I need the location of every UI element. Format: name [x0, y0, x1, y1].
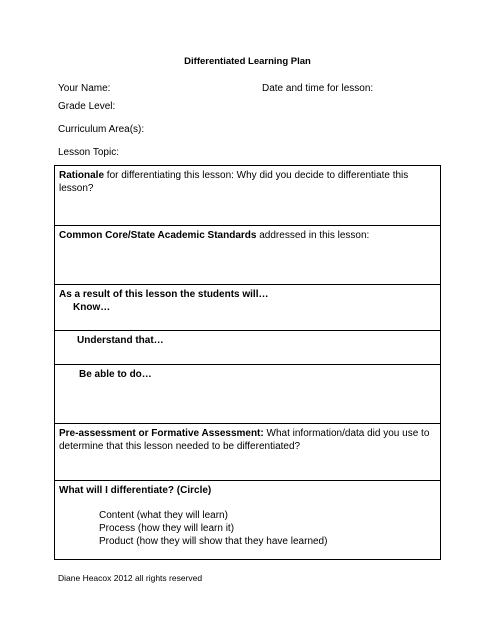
- page-title: Differentiated Learning Plan: [184, 56, 311, 67]
- able-row[interactable]: [55, 365, 440, 424]
- differentiate-row[interactable]: [55, 481, 440, 559]
- your-name-label: Your Name:: [58, 83, 111, 94]
- option-content[interactable]: Content (what they will learn): [99, 510, 228, 521]
- standards-heading: Common Core/State Academic Standards: [59, 230, 257, 241]
- curriculum-label: Curriculum Area(s):: [58, 124, 145, 135]
- plan-table: [54, 165, 441, 560]
- rationale-row[interactable]: [55, 166, 440, 226]
- standards-row[interactable]: [55, 226, 440, 285]
- option-product[interactable]: Product (how they will show that they have learned): [99, 536, 328, 547]
- option-process[interactable]: Process (how they will learn it): [99, 523, 235, 534]
- understand-label: Understand that…: [77, 335, 164, 346]
- differentiate-options: [59, 509, 436, 548]
- copyright-footer: Diane Heacox 2012 all rights reserved: [58, 573, 203, 583]
- grade-level-label: Grade Level:: [58, 101, 116, 112]
- preassessment-heading: Pre-assessment or Formative Assessment:: [59, 428, 264, 439]
- preassessment-row[interactable]: [55, 424, 440, 481]
- result-heading: As a result of this lesson the students will…: [59, 289, 269, 300]
- rationale-heading: Rationale: [59, 170, 105, 181]
- rationale-text: for differentiating this lesson: Why did you decide to differentiate this lesson?: [59, 170, 409, 194]
- know-row[interactable]: [55, 285, 440, 331]
- know-label: Know…: [73, 302, 111, 313]
- date-time-label: Date and time for lesson:: [262, 83, 374, 94]
- standards-text: addressed in this lesson:: [256, 230, 370, 241]
- preassessment-text: What information/data did you use to determine that this lesson needed to be differentiated?: [59, 428, 430, 452]
- able-label: Be able to do…: [79, 369, 152, 380]
- differentiate-heading: What will I differentiate? (Circle): [59, 485, 212, 496]
- understand-row[interactable]: [55, 331, 440, 365]
- lesson-topic-label: Lesson Topic:: [58, 147, 119, 158]
